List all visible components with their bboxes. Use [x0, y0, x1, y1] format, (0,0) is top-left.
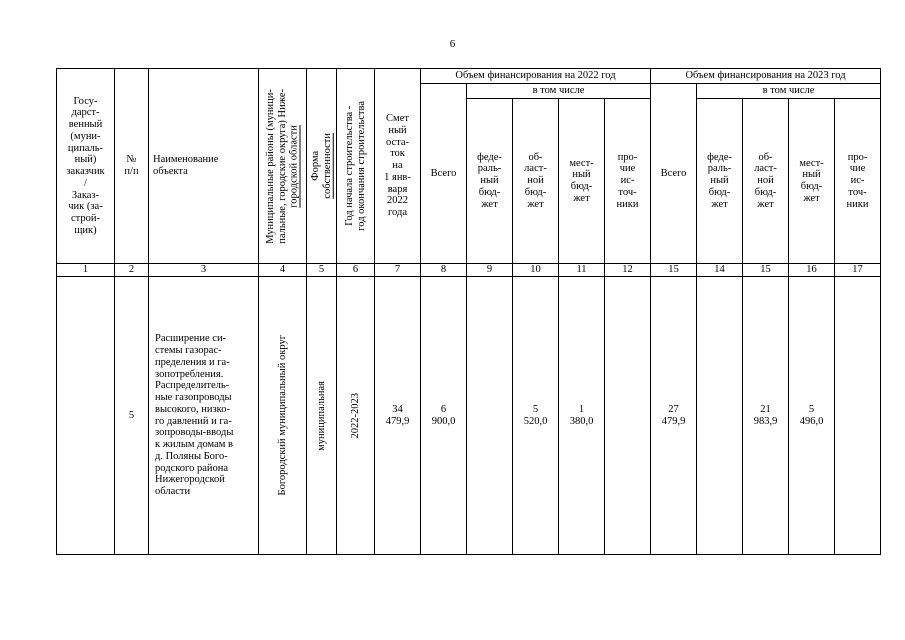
column-number: 1: [57, 264, 115, 277]
cell-municipality: [259, 277, 307, 555]
header-ownership: [307, 69, 337, 264]
cell-other-2023: [835, 277, 881, 555]
header-municipality-line2: пальные, городские округа) Ниже-: [276, 88, 288, 244]
financing-table: [56, 68, 881, 555]
cell-total-2023: 27 479,9: [651, 277, 697, 555]
header-years-line1: Год начала строительства -: [343, 105, 355, 227]
column-number: 9: [467, 264, 513, 277]
header-ownership-line1: Форма: [309, 151, 321, 181]
header-total-2022: Всего: [421, 84, 467, 264]
header-years-line2: год окончания строительства: [355, 101, 367, 231]
header-regional-2022: об- ласт- ной бюд- жет: [513, 99, 559, 264]
header-municipality-line3: городской области: [288, 124, 300, 208]
header-estimate: Смет ный оста- ток на 1 янв- варя 2022 года: [375, 69, 421, 264]
column-number: 12: [605, 264, 651, 277]
cell-object-name: Расширение си- стемы газорас- пределения и га- зопотребления. Распределитель- ные газопроводы высокого, низко- го давлений и га- зопроводы-вводы к жилым домам в д. Поляны Бого- родского района Нижегородской области: [149, 277, 259, 555]
header-local-2022: мест- ный бюд- жет: [559, 99, 605, 264]
header-object-name: Наименование объекта: [149, 69, 259, 264]
header-local-2023: мест- ный бюд- жет: [789, 99, 835, 264]
cell-local-2023: 5 496,0: [789, 277, 835, 555]
column-number: 2: [115, 264, 149, 277]
column-number-row: [57, 264, 881, 277]
header-financing-2023: Объем финансирования на 2023 год: [651, 69, 881, 84]
column-number: 6: [337, 264, 375, 277]
column-number: 3: [149, 264, 259, 277]
header-total-2023: Всего: [651, 84, 697, 264]
header-including-2022: в том числе: [467, 84, 651, 99]
header-ownership-line2: собственности: [321, 133, 333, 199]
column-number: 15: [743, 264, 789, 277]
column-number: 11: [559, 264, 605, 277]
header-financing-2022: Объем финансирования на 2022 год: [421, 69, 651, 84]
cell-estimate: 34 479,9: [375, 277, 421, 555]
column-number: 10: [513, 264, 559, 277]
cell-total-2022: 6 900,0: [421, 277, 467, 555]
page-number: 6: [449, 38, 456, 50]
header-regional-2023: об- ласт- ной бюд- жет: [743, 99, 789, 264]
column-number: 8: [421, 264, 467, 277]
cell-federal-2022: [467, 277, 513, 555]
cell-federal-2023: [697, 277, 743, 555]
cell-years-text: 2022-2023: [349, 392, 361, 439]
column-number: 4: [259, 264, 307, 277]
header-federal-2022: феде- раль- ный бюд- жет: [467, 99, 513, 264]
header-federal-2023: феде- раль- ный бюд- жет: [697, 99, 743, 264]
header-customer: Госу- дарст- венный (муни- ципаль- ный) заказчик / Заказ- чик (за- строй- щик): [57, 69, 115, 264]
cell-years: [337, 277, 375, 555]
cell-local-2022: 1 380,0: [559, 277, 605, 555]
column-number: 17: [835, 264, 881, 277]
header-num: № п/п: [115, 69, 149, 264]
header-other-2023: про- чие ис- точ- ники: [835, 99, 881, 264]
header-years: [337, 69, 375, 264]
cell-municipality-text: Богородский муниципальный округ: [276, 335, 288, 496]
header-municipality-line1: Муниципальные районы (муници-: [264, 88, 276, 244]
cell-regional-2022: 5 520,0: [513, 277, 559, 555]
column-number: 5: [307, 264, 337, 277]
cell-other-2022: [605, 277, 651, 555]
cell-ownership-text: муниципальная: [315, 380, 327, 451]
table-row: [57, 277, 881, 555]
cell-ownership: [307, 277, 337, 555]
column-number: 15: [651, 264, 697, 277]
cell-num: 5: [115, 277, 149, 555]
header-including-2023: в том числе: [697, 84, 881, 99]
column-number: 14: [697, 264, 743, 277]
header-other-2022: про- чие ис- точ- ники: [605, 99, 651, 264]
column-number: 7: [375, 264, 421, 277]
header-municipality: [259, 69, 307, 264]
cell-customer: [57, 277, 115, 555]
cell-regional-2023: 21 983,9: [743, 277, 789, 555]
column-number: 16: [789, 264, 835, 277]
